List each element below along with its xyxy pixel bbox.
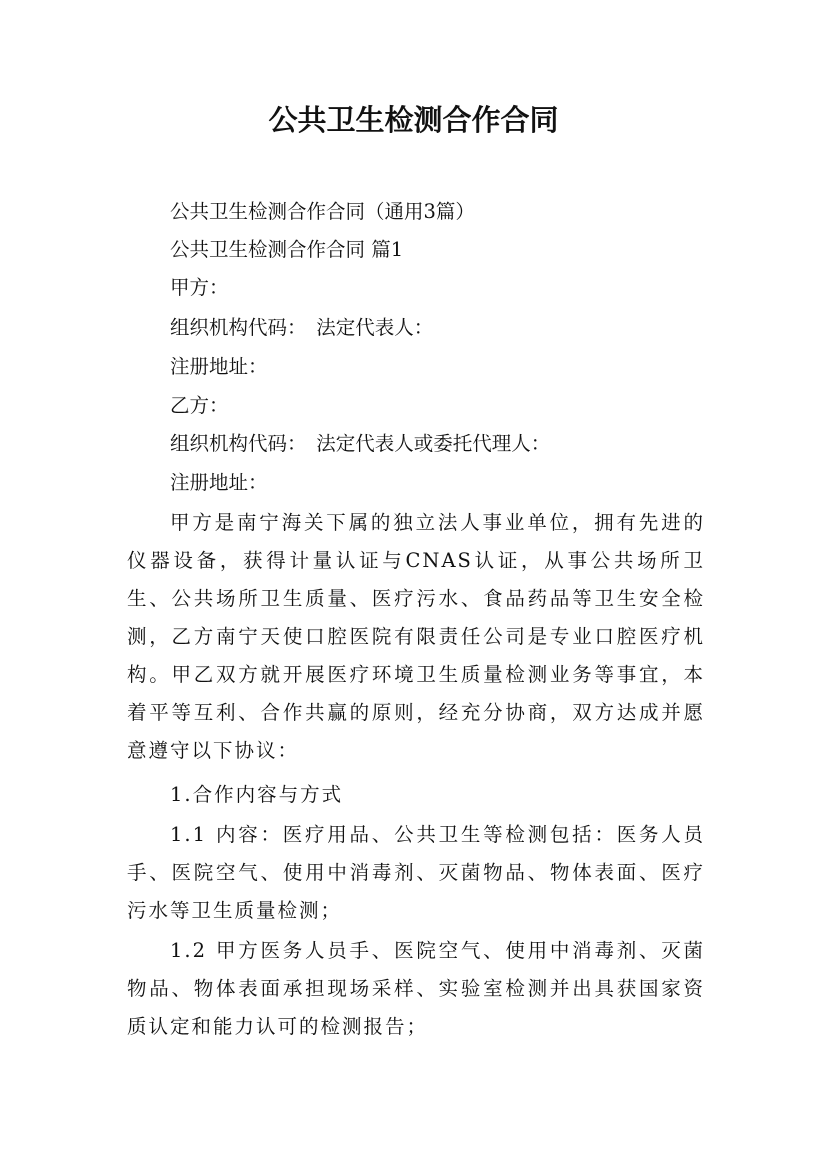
party-b-address: 注册地址： (170, 471, 268, 494)
party-b-org-code: 组织机构代码： 法定代表人或委托代理人： (170, 432, 551, 455)
party-b-label: 乙方： (170, 394, 229, 417)
party-a-label: 甲方： (170, 276, 229, 299)
clause-1-1: 1.1 内容：医疗用品、公共卫生等检测包括：医务人员手、医院空气、使用中消毒剂、灭菌物品、物体表面、医疗污水等卫生质量检测； (127, 823, 705, 922)
party-a-org-code: 组织机构代码： 法定代表人： (170, 316, 434, 339)
document-title: 公共卫生检测合作合同 (268, 103, 559, 137)
section-heading: 公共卫生检测合作合同 篇1 (170, 238, 404, 261)
clause-1-2: 1.2 甲方医务人员手、医院空气、使用中消毒剂、灭菌物品、物体表面承担现场采样、实验室检测并出具获国家资质认定和能力认可的检测报告； (127, 939, 705, 1038)
clause-1-heading: 1.合作内容与方式 (170, 783, 344, 806)
subtitle-line: 公共卫生检测合作合同（通用3篇） (170, 200, 475, 223)
intro-paragraph: 甲方是南宁海关下属的独立法人事业单位，拥有先进的仪器设备，获得计量认证与CNAS认证，从事公共场所卫生、公共场所卫生质量、医疗污水、食品药品等卫生安全检测，乙方南宁天使口腔医院有限责任公司是专业口腔医疗机构。甲乙双方就开展医疗环境卫生质量检测业务等事宜，本着平等互利、合作共赢的原则，经充分协商，双方达成并愿意遵守以下协议： (127, 511, 705, 762)
party-a-address: 注册地址： (170, 355, 268, 378)
